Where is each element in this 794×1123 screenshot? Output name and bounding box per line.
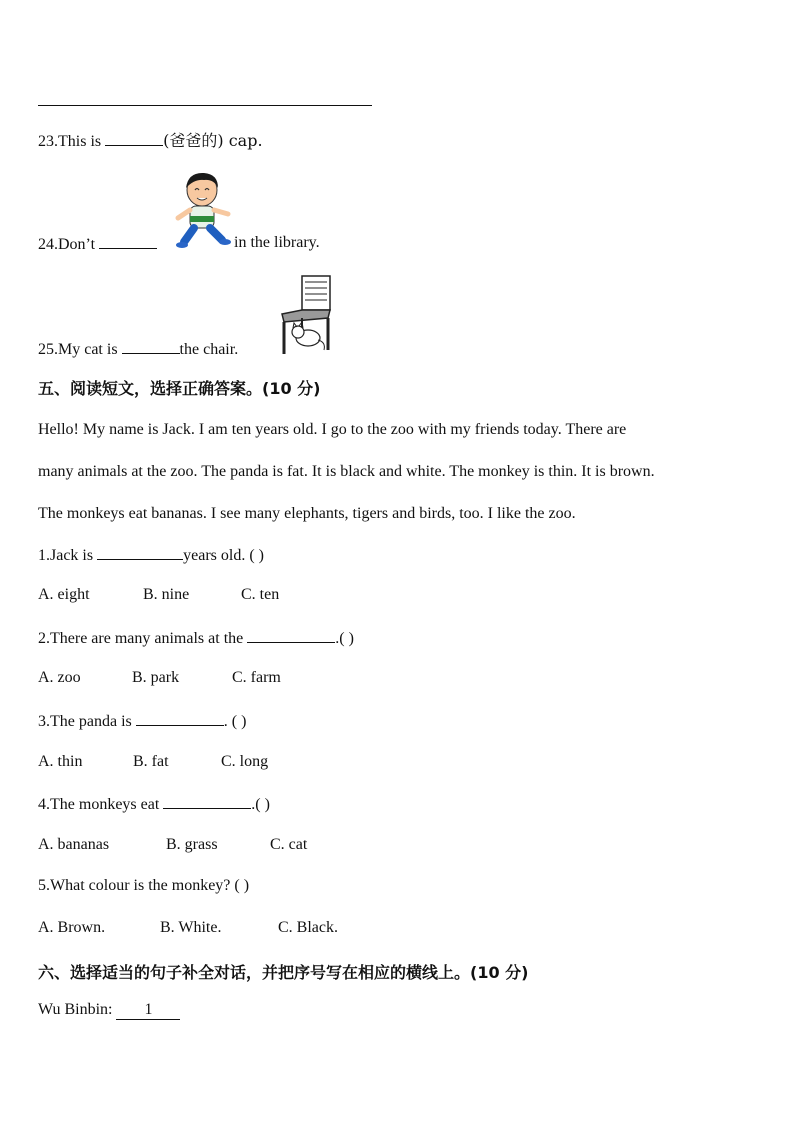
- question-1-options: [38, 586, 279, 604]
- option-c[interactable]: C. farm: [232, 669, 281, 686]
- question-4-prefix: 4.The monkeys eat: [38, 796, 164, 813]
- option-b[interactable]: B. park: [132, 669, 180, 686]
- q23-blank[interactable]: [105, 131, 163, 146]
- option-a[interactable]: A. zoo: [38, 669, 81, 686]
- q23-prefix: 23.This is: [38, 133, 106, 150]
- section-6-title: 六、选择适当的句子补全对话，并把序号写在相应的横线上。(10 分): [38, 963, 529, 982]
- question-2-suffix: .( ): [335, 630, 354, 647]
- dialogue-line-1: [38, 1001, 180, 1020]
- passage-line-2: many animals at the zoo. The panda is fat. It is black and white. The monkey is thin. It is brown.: [38, 463, 655, 480]
- passage-line-1: Hello! My name is Jack. I am ten years old. I go to the zoo with my friends today. There are: [38, 421, 627, 438]
- question-3-blank[interactable]: [136, 711, 224, 726]
- q25-suffix: the chair.: [179, 341, 239, 358]
- dialogue-speaker: Wu Binbin:: [38, 1001, 117, 1018]
- option-b[interactable]: B. White.: [160, 919, 222, 936]
- question-1-prefix: 1.Jack is: [38, 547, 98, 564]
- question-5: [38, 877, 249, 895]
- option-c[interactable]: C. long: [221, 753, 269, 770]
- question-1-blank[interactable]: [97, 545, 183, 560]
- question-3: [38, 711, 246, 731]
- question-1: [38, 545, 264, 565]
- q24-suffix: in the library.: [234, 234, 320, 251]
- dialogue-answer-blank[interactable]: [116, 1001, 180, 1020]
- dialogue-answer: 1: [144, 1001, 153, 1018]
- question-4: [38, 794, 270, 814]
- q23-hint: (爸爸的) cap.: [163, 131, 263, 150]
- q24-blank[interactable]: [99, 234, 157, 249]
- passage-line-3: The monkeys eat bananas. I see many elephants, tigers and birds, too. I like the zoo.: [38, 505, 576, 522]
- option-c[interactable]: C. ten: [241, 586, 280, 603]
- question-2: [38, 628, 354, 648]
- option-c[interactable]: C. Black.: [278, 919, 338, 936]
- question-23: [38, 128, 263, 151]
- option-b[interactable]: B. fat: [133, 753, 169, 770]
- cat-under-chair-icon: [278, 274, 334, 356]
- question-3-options: [38, 753, 268, 771]
- question-25: [38, 339, 238, 359]
- question-2-options: [38, 669, 281, 687]
- question-2-prefix: 2.There are many animals at the: [38, 630, 248, 647]
- reading-passage: [38, 409, 762, 535]
- question-4-blank[interactable]: [163, 794, 251, 809]
- question-4-suffix: .( ): [251, 796, 270, 813]
- option-a[interactable]: A. eight: [38, 586, 90, 603]
- question-2-blank[interactable]: [247, 628, 335, 643]
- question-3-prefix: 3.The panda is: [38, 713, 136, 730]
- running-boy-icon: [170, 170, 234, 252]
- question-1-suffix: years old. ( ): [183, 547, 264, 564]
- option-b[interactable]: B. nine: [143, 586, 190, 603]
- question-5-prefix: 5.What colour is the monkey? ( ): [38, 877, 250, 894]
- option-a[interactable]: A. thin: [38, 753, 83, 770]
- option-c[interactable]: C. cat: [270, 836, 308, 853]
- option-b[interactable]: B. grass: [166, 836, 218, 853]
- top-rule-line: [38, 105, 372, 106]
- question-24: [38, 234, 157, 254]
- question-3-suffix: . ( ): [223, 713, 247, 730]
- q25-prefix: 25.My cat is: [38, 341, 122, 358]
- option-a[interactable]: A. Brown.: [38, 919, 106, 936]
- option-a[interactable]: A. bananas: [38, 836, 110, 853]
- question-5-options: [38, 919, 338, 937]
- question-4-options: [38, 836, 307, 854]
- q24-prefix: 24.Don’t: [38, 236, 100, 253]
- section-5-title: 五、阅读短文，选择正确答案。(10 分): [38, 379, 321, 398]
- q25-blank[interactable]: [122, 339, 180, 354]
